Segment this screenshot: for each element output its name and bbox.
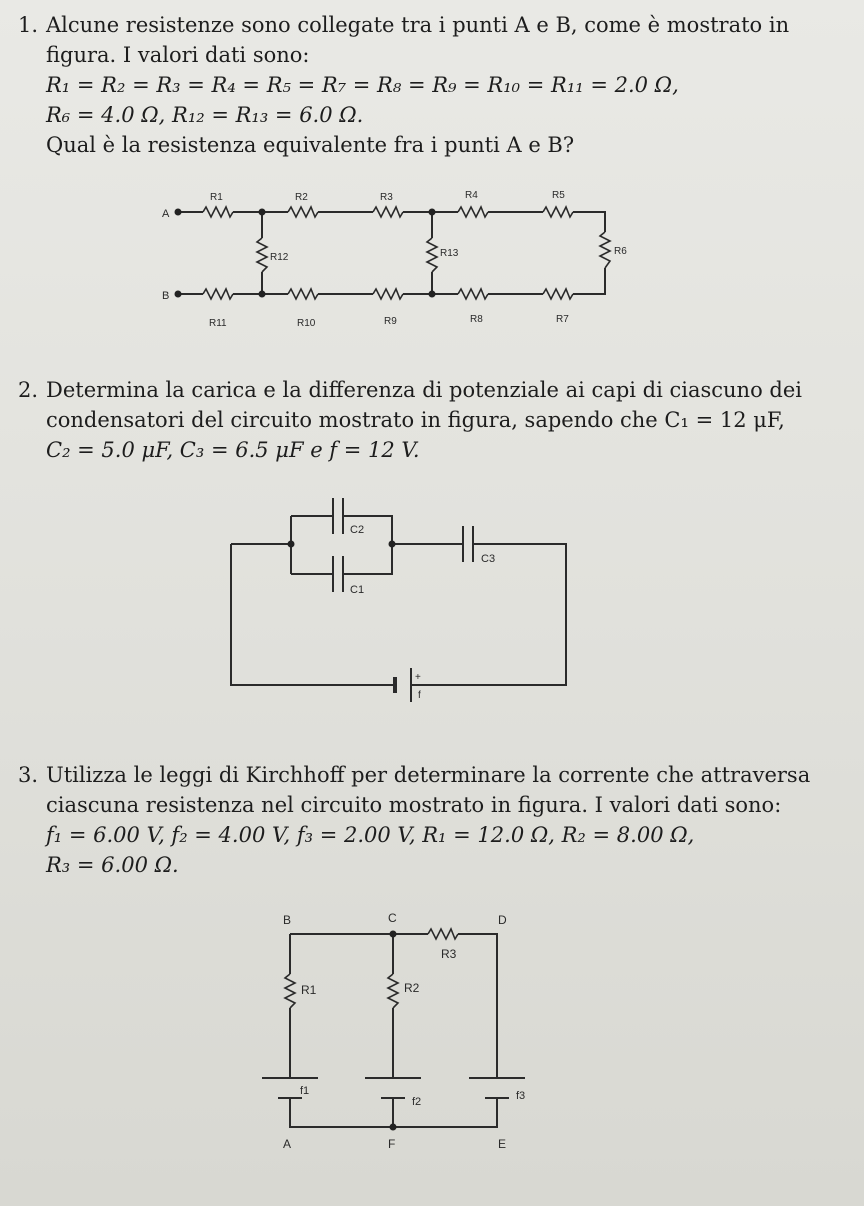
battery-symbol [395, 668, 411, 702]
label-node-f: F [388, 1137, 396, 1151]
label-r5: R5 [552, 190, 565, 201]
label-f2: f2 [412, 1096, 422, 1108]
label-node-e: E [498, 1137, 507, 1151]
junction-dot [288, 541, 295, 548]
label-node-a: A [283, 1137, 292, 1151]
node-b-dot [175, 291, 182, 298]
problem-equation: C₂ = 5.0 μF, C₃ = 6.5 μF e f = 12 V. [46, 438, 420, 462]
label-node-d: D [498, 913, 507, 927]
junction-dot [259, 209, 266, 216]
problem-equation: f₁ = 6.00 V, f₂ = 4.00 V, f₃ = 2.00 V, R₁ = 12.0 Ω, R₂ = 8.00 Ω, [46, 823, 695, 847]
label-node-b: B [283, 913, 292, 927]
problem-number: 1. [18, 13, 39, 37]
problem-line: Determina la carica e la differenza di potenziale ai capi di ciascuno dei [46, 378, 802, 402]
label-r11: R11 [209, 318, 227, 329]
problem-equation: R₁ = R₂ = R₃ = R₄ = R₅ = R₇ = R₈ = R₉ = R₁₀ = R₁₁ = 2.0 Ω, [46, 73, 679, 97]
problem-1 [18, 10, 848, 160]
capacitor-plates [333, 498, 473, 592]
label-r1: R1 [210, 192, 223, 203]
problem-number: 2. [18, 378, 39, 402]
node-a-dot [175, 209, 182, 216]
battery-symbols [262, 1078, 525, 1098]
label-r12: R12 [270, 252, 289, 263]
problem-line: Alcune resistenze sono collegate tra i punti A e B, come è mostrato in [46, 13, 790, 37]
problem-equation: R₆ = 4.0 Ω, R₁₂ = R₁₃ = 6.0 Ω. [46, 103, 364, 127]
label-c1: C1 [350, 584, 365, 596]
junction-dot [429, 209, 436, 216]
problem-question: Qual è la resistenza equivalente fra i punti A e B? [46, 133, 575, 157]
junction-dot [390, 1124, 397, 1131]
junction-dot [429, 291, 436, 298]
label-r2: R2 [404, 981, 420, 995]
resistor-zigzags [285, 929, 458, 1008]
label-r6: R6 [614, 246, 627, 257]
circuit-1-wires [178, 212, 605, 294]
problem-number: 3. [18, 763, 39, 787]
label-r2: R2 [295, 192, 308, 203]
label-r8: R8 [470, 314, 483, 325]
label-r10: R10 [297, 318, 316, 329]
label-r3: R3 [380, 192, 393, 203]
label-r4: R4 [465, 190, 478, 201]
label-node-a: A [162, 208, 170, 220]
problem-3 [18, 760, 848, 880]
label-node-b: B [162, 290, 170, 302]
label-r1: R1 [301, 983, 317, 997]
problem-line: figura. I valori dati sono: [46, 43, 310, 67]
problem-2 [18, 375, 848, 465]
label-plus: + [415, 672, 421, 683]
label-r7: R7 [556, 314, 569, 325]
junction-dot [389, 541, 396, 548]
resistor-zigzags [203, 207, 610, 299]
circuit-2-wires [231, 516, 566, 685]
junction-dot [390, 931, 397, 938]
label-r9: R9 [384, 316, 397, 327]
label-f3: f3 [516, 1090, 526, 1102]
label-r13: R13 [440, 248, 459, 259]
problem-line: condensatori del circuito mostrato in figura, sapendo che C₁ = 12 μF, [46, 408, 785, 432]
problem-line: ciascuna resistenza nel circuito mostrato in figura. I valori dati sono: [46, 793, 782, 817]
label-r3: R3 [441, 947, 457, 961]
problem-equation: R₃ = 6.00 Ω. [46, 853, 179, 877]
label-node-c: C [388, 911, 397, 925]
label-c2: C2 [350, 524, 365, 536]
junction-dot [259, 291, 266, 298]
circuit-3-wires [290, 934, 497, 1127]
label-f1: f1 [300, 1085, 310, 1097]
problem-line: Utilizza le leggi di Kirchhoff per determinare la corrente che attraversa [46, 763, 811, 787]
label-emf: f [418, 690, 421, 701]
label-c3: C3 [481, 553, 496, 565]
